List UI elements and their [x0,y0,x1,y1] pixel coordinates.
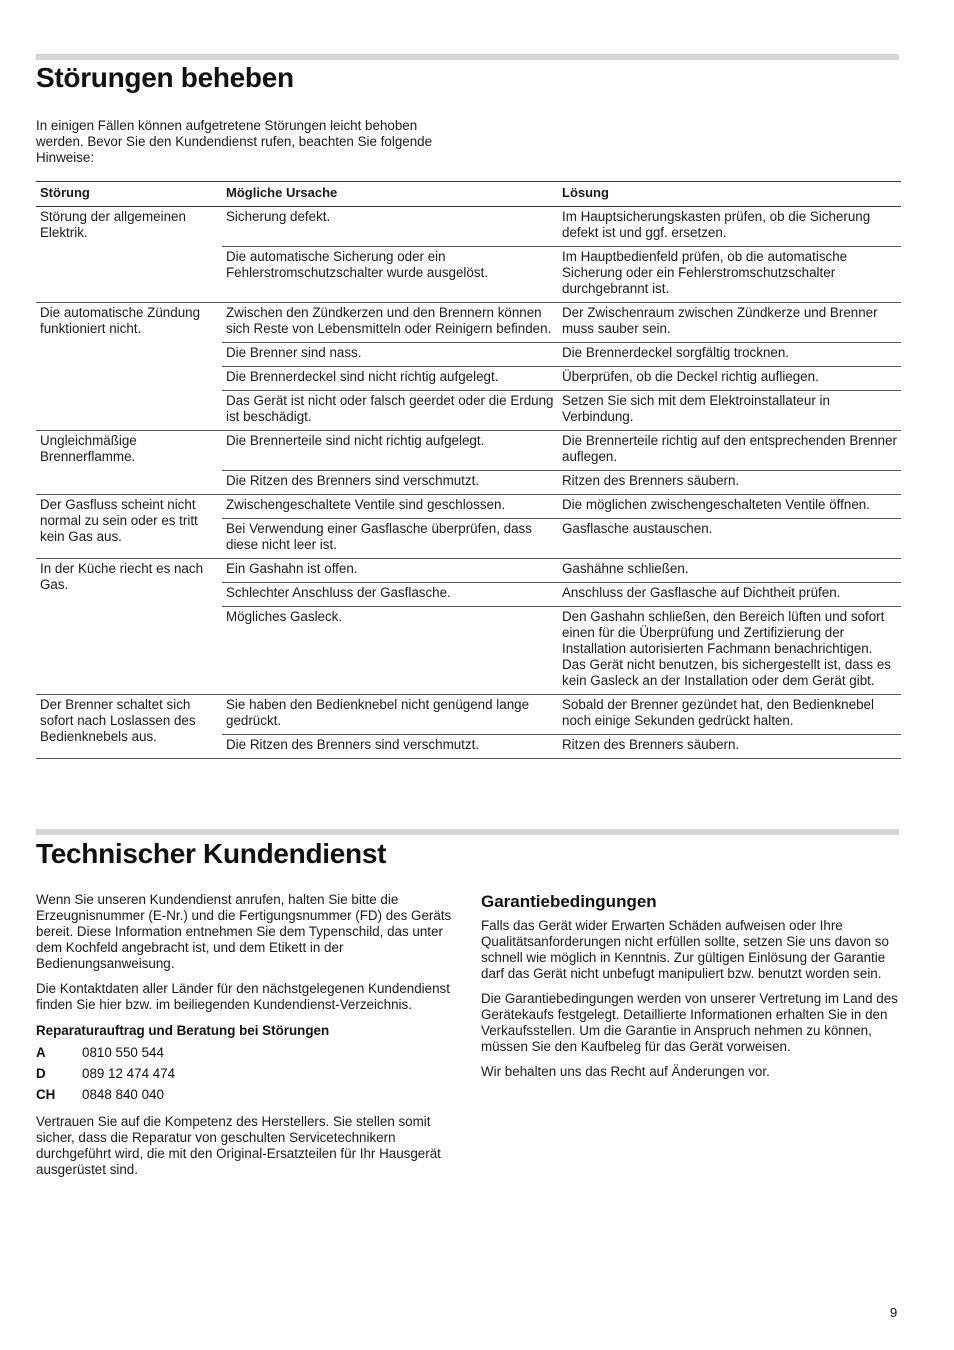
fault-cell: Die automatische Zündung funktioniert nicht. [36,303,222,431]
hotline-number: 089 12 474 474 [82,1066,176,1081]
hotline-country: CH [36,1087,56,1102]
hotline-row [36,1042,456,1063]
fault-table-row [36,695,901,735]
warranty-heading: Garantiebedingungen [481,892,657,911]
cause-cell: Zwischen den Zündkerzen und den Brennern können sich Reste von Lebensmitteln oder Reinigern befinden. [222,303,558,343]
fault-table-row [36,207,901,247]
section-title-service: Technischer Kundendienst [36,838,387,869]
hotline-country: D [36,1066,46,1081]
solution-cell: Gashähne schließen. [558,559,901,583]
cause-cell: Die Ritzen des Brenners sind verschmutzt. [222,471,558,495]
fault-cell: In der Küche riecht es nach Gas. [36,559,222,695]
service-column-right [481,892,901,1080]
cause-cell: Die Brenner sind nass. [222,343,558,367]
fault-table-row [36,303,901,343]
cause-cell: Bei Verwendung einer Gasflasche überprüfen, dass diese nicht leer ist. [222,519,558,559]
cause-cell: Die Brennerteile sind nicht richtig aufgelegt. [222,431,558,471]
fault-cell: Ungleichmäßige Brennerflamme. [36,431,222,495]
solution-cell: Überprüfen, ob die Deckel richtig aufliegen. [558,367,901,391]
header-solution: Lösung [558,182,901,207]
warranty-paragraph-1: Falls das Gerät wider Erwarten Schäden aufweisen oder Ihre Qualitätsanforderungen nicht erfüllen sollte, setzen Sie uns davon so schnell wie möglich in Kenntnis. Zur gültigen Einlösung der Garantie darf das Gerät nicht unbefugt manipuliert bzw. benutzt worden sein. [481,918,889,981]
cause-cell: Ein Gashahn ist offen. [222,559,558,583]
fault-table-row [36,431,901,471]
fault-cell: Der Gasfluss scheint nicht normal zu sein oder es tritt kein Gas aus. [36,495,222,559]
solution-cell: Die Brennerdeckel sorgfältig trocknen. [558,343,901,367]
service-paragraph-1: Wenn Sie unseren Kundendienst anrufen, halten Sie bitte die Erzeugnisnummer (E-Nr.) und die Fertigungsnummer (FD) des Geräts bereit. Diese Information entnehmen Sie dem Typenschild, das unter dem Kochfeld angebracht ist, und dem Etikett in der Bedienungsanweisung. [36,892,452,971]
hotline-row [36,1063,456,1084]
solution-cell: Anschluss der Gasflasche auf Dichtheit prüfen. [558,583,901,607]
solution-cell: Im Hauptbedienfeld prüfen, ob die automatische Sicherung oder ein Fehlerstromschutzschalter durchgebrannt ist. [558,247,901,303]
warranty-paragraph-3: Wir behalten uns das Recht auf Änderungen vor. [481,1064,770,1079]
warranty-paragraph-2: Die Garantiebedingungen werden von unserer Vertretung im Land des Gerätekaufs festgelegt. Detaillierte Informationen erhalten Sie in den Verkaufsstellen. Um die Garantie in Anspruch nehmen zu können, müssen Sie den Kaufbeleg für das Gerät vorweisen. [481,991,898,1054]
fault-table-body [36,207,901,759]
cause-cell: Mögliches Gasleck. [222,607,558,695]
solution-cell: Ritzen des Brenners säubern. [558,735,901,759]
cause-cell: Die Brennerdeckel sind nicht richtig aufgelegt. [222,367,558,391]
hotline-number: 0848 840 040 [82,1087,164,1102]
service-column-left [36,892,456,1178]
cause-cell: Schlechter Anschluss der Gasflasche. [222,583,558,607]
solution-cell: Setzen Sie sich mit dem Elektroinstallateur in Verbindung. [558,391,901,431]
solution-cell: Ritzen des Brenners säubern. [558,471,901,495]
fault-cell: Der Brenner schaltet sich sofort nach Loslassen des Bedienknebels aus. [36,695,222,759]
fault-cell: Störung der allgemeinen Elektrik. [36,207,222,303]
service-paragraph-2: Die Kontaktdaten aller Länder für den nächstgelegenen Kundendienst finden Sie hier bzw. im beiliegenden Kundendienst-Verzeichnis. [36,981,450,1012]
fault-table [36,181,901,759]
solution-cell: Der Zwischenraum zwischen Zündkerze und Brenner muss sauber sein. [558,303,901,343]
page-number: 9 [890,1305,898,1320]
section-title-troubleshooting: Störungen beheben [36,62,294,93]
intro-paragraph: In einigen Fällen können aufgetretene Störungen leicht behoben werden. Bevor Sie den Kundendienst rufen, beachten Sie folgende Hinweise: [36,118,433,165]
solution-cell: Im Hauptsicherungskasten prüfen, ob die Sicherung defekt ist und ggf. ersetzen. [558,207,901,247]
solution-cell: Die möglichen zwischengeschalteten Ventile öffnen. [558,495,901,519]
cause-cell: Das Gerät ist nicht oder falsch geerdet oder die Erdung ist beschädigt. [222,391,558,431]
solution-cell: Den Gashahn schließen, den Bereich lüften und sofort einen für die Überprüfung und Zertifizierung der Installation autorisierten Fachmann benachrichtigen. Das Gerät nicht benutzen, bis sichergestellt ist, dass es kein Gasleck an der Installation oder dem Gerät gibt. [558,607,901,695]
cause-cell: Die automatische Sicherung oder ein Fehlerstromschutzschalter wurde ausgelöst. [222,247,558,303]
solution-cell: Die Brennerteile richtig auf den entsprechenden Brenner auflegen. [558,431,901,471]
hotline-number: 0810 550 544 [82,1045,164,1060]
header-fault: Störung [36,182,222,207]
cause-cell: Zwischengeschaltete Ventile sind geschlossen. [222,495,558,519]
solution-cell: Sobald der Brenner gezündet hat, den Bedienknebel noch einige Sekunden gedrückt halten. [558,695,901,735]
cause-cell: Sicherung defekt. [222,207,558,247]
solution-cell: Gasflasche austauschen. [558,519,901,559]
service-paragraph-3: Vertrauen Sie auf die Kompetenz des Herstellers. Sie stellen somit sicher, dass die Reparatur von geschulten Servicetechnikern durchgeführt wird, die mit den Original-Ersatzteilen für Ihr Hausgerät ausgerüstet sind. [36,1114,441,1177]
fault-table-row [36,559,901,583]
cause-cell: Die Ritzen des Brenners sind verschmutzt. [222,735,558,759]
fault-table-header [36,182,901,207]
hotline-row [36,1084,456,1105]
hotline-country: A [36,1045,46,1060]
header-cause: Mögliche Ursache [222,182,558,207]
section-divider-service [36,829,899,835]
fault-table-row [36,495,901,519]
section-divider-top [36,54,899,60]
cause-cell: Sie haben den Bedienknebel nicht genügend lange gedrückt. [222,695,558,735]
hotline-heading: Reparaturauftrag und Beratung bei Störungen [36,1023,330,1038]
